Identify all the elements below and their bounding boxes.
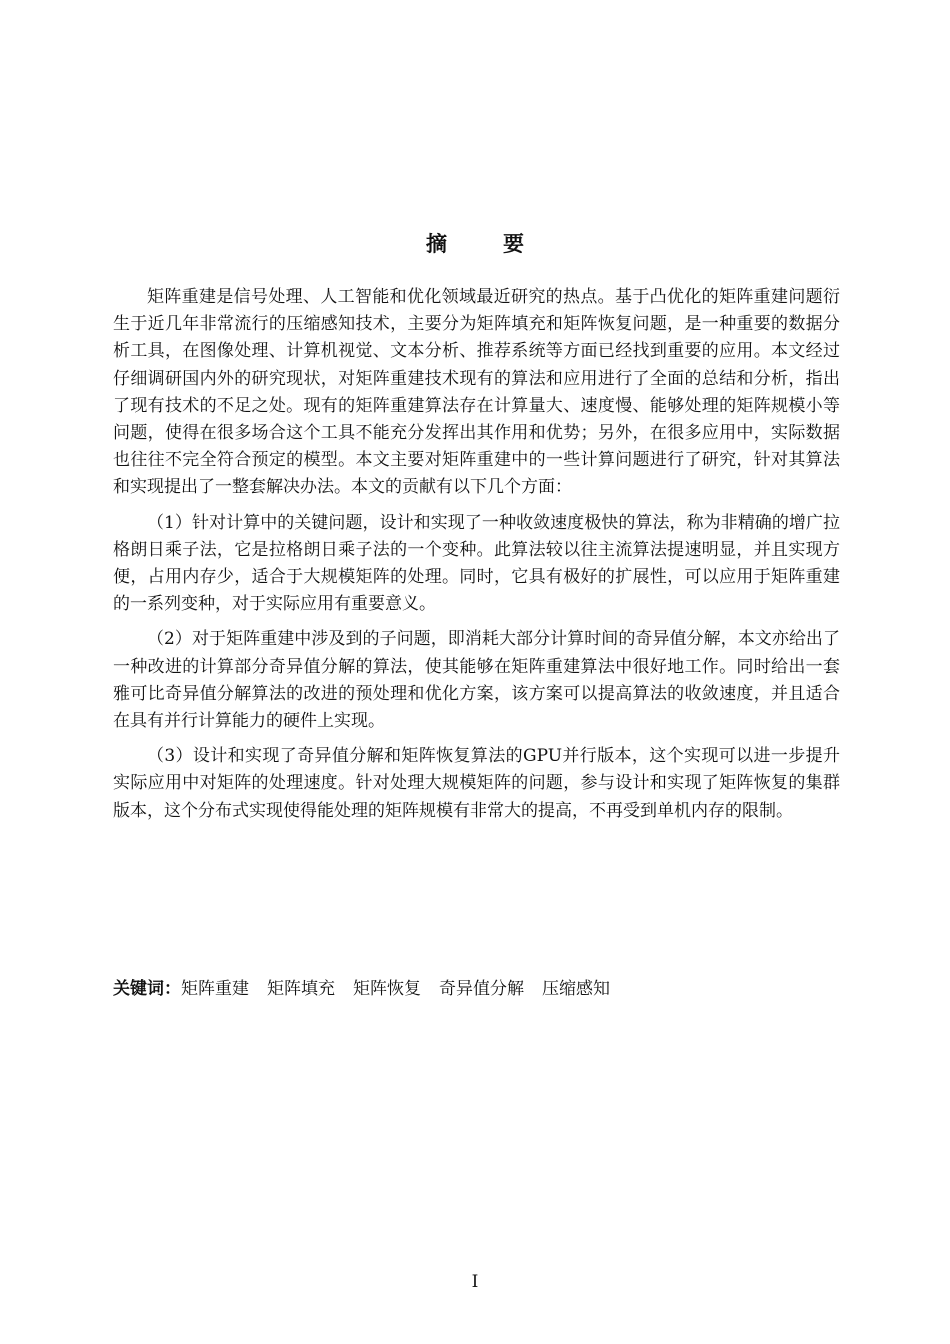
- keyword-item: 矩阵重建: [181, 979, 249, 999]
- abstract-paragraph-contribution-2: （2）对于矩阵重建中涉及到的子问题，即消耗大部分计算时间的奇异值分解，本文亦给出了一种改进的计算部分奇异值分解的算法，使其能够在矩阵重建算法中很好地工作。同时给出一套雅可比奇异值分解算法的改进的预处理和优化方案，该方案可以提高算法的收敛速度，并且适合在具有并行计算能力的硬件上实现。: [113, 629, 840, 732]
- keyword-item: 奇异值分解: [439, 979, 524, 999]
- abstract-paragraph-intro: 矩阵重建是信号处理、人工智能和优化领域最近研究的热点。基于凸优化的矩阵重建问题衍生于近几年非常流行的压缩感知技术，主要分为矩阵填充和矩阵恢复问题，是一种重要的数据分析工具，在图像处理、计算机视觉、文本分析、推荐系统等方面已经找到重要的应用。本文经过仔细调研国内外的研究现状，对矩阵重建技术现有的算法和应用进行了全面的总结和分析，指出了现有技术的不足之处。现有的矩阵重建算法存在计算量大、速度慢、能够处理的矩阵规模小等问题，使得在很多场合这个工具不能充分发挥出其作用和优势；另外，在很多应用中，实际数据也往往不完全符合预定的模型。本文主要对矩阵重建中的一些计算问题进行了研究，针对其算法和实现提出了一整套解决办法。本文的贡献有以下几个方面：: [113, 287, 840, 498]
- abstract-title: 摘要: [426, 232, 580, 256]
- abstract-paragraph-contribution-1: （1）针对计算中的关键问题，设计和实现了一种收敛速度极快的算法，称为非精确的增广拉格朗日乘子法，它是拉格朗日乘子法的一个变种。此算法较以往主流算法提速明显，并且实现方便，占用内存少，适合于大规模矩阵的处理。同时，它具有极好的扩展性，可以应用于矩阵重建的一系列变种，对于实际应用有重要意义。: [113, 512, 840, 615]
- keywords-line: [113, 975, 840, 1003]
- keyword-item: 矩阵填充: [267, 979, 335, 999]
- keyword-item: 矩阵恢复: [353, 979, 421, 999]
- keyword-item: 压缩感知: [542, 979, 610, 999]
- abstract-paragraph-contribution-3: （3）设计和实现了奇异值分解和矩阵恢复算法的GPU并行版本，这个实现可以进一步提升实际应用中对矩阵的处理速度。针对处理大规模矩阵的问题，参与设计和实现了矩阵恢复的集群版本，这个分布式实现使得能处理的矩阵规模有非常大的提高，不再受到单机内存的限制。: [113, 746, 840, 821]
- keywords-label: 关键词：: [113, 979, 181, 999]
- abstract-body: [113, 284, 840, 833]
- page-number: I: [471, 1272, 479, 1292]
